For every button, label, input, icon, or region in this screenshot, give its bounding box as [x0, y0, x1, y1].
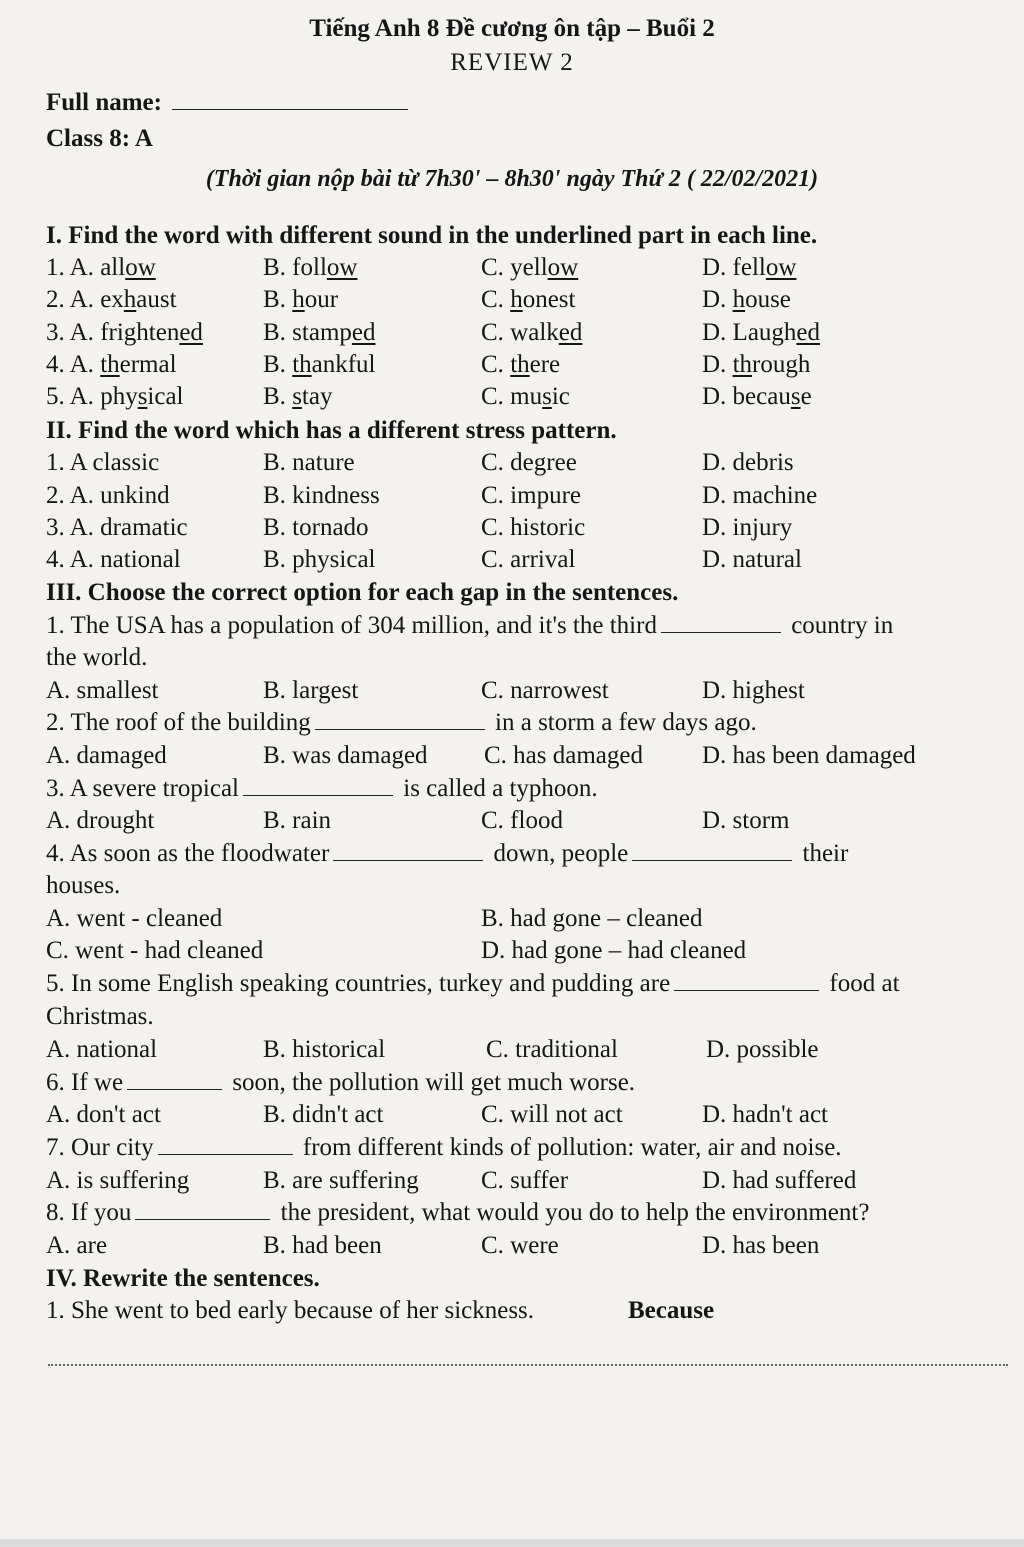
s2-option-c: C. arrival — [481, 546, 576, 573]
s3-q6-option-a: A. don't act — [46, 1101, 161, 1128]
s3-q1-option-b: B. largest — [263, 677, 359, 704]
s2-option-d: D. debris — [702, 449, 794, 476]
s3-q4-text: 4. As soon as the floodwater down, people their — [46, 840, 849, 867]
s3-q2-text: 2. The roof of the building in a storm a few days ago. — [46, 709, 757, 736]
answer-dotted-line — [48, 1364, 1008, 1366]
section3-title: III. Choose the correct option for each gap in the sentences. — [46, 579, 679, 606]
s3-q8-option-a: A. are — [46, 1232, 108, 1259]
s3-q3-option-a: A. drought — [46, 807, 155, 834]
s1-option-b: B. stay — [263, 383, 333, 410]
s2-option-a: 1. A classic — [46, 449, 160, 476]
full-name-blank — [172, 91, 408, 110]
s2-option-b: B. tornado — [263, 514, 369, 541]
s3-q4-option-a: A. went - cleaned — [46, 905, 223, 932]
s2-option-d: D. natural — [702, 546, 802, 573]
s3-q6-option-c: C. will not act — [481, 1101, 623, 1128]
s3-q1-option-c: C. narrowest — [481, 677, 609, 704]
answer-blank — [158, 1136, 293, 1155]
s3-q1-text: 1. The USA has a population of 304 million, and it's the third country in — [46, 612, 894, 639]
s3-q7-option-c: C. suffer — [481, 1167, 569, 1194]
full-name-row — [46, 88, 412, 118]
answer-blank — [243, 777, 393, 796]
section1-title: I. Find the word with different sound in the underlined part in each line. — [46, 222, 818, 249]
s3-q3-option-c: C. flood — [481, 807, 563, 834]
worksheet-subtitle: REVIEW 2 — [450, 49, 574, 76]
s3-q1-option-a: A. smallest — [46, 677, 159, 704]
s1-row-2 — [46, 285, 177, 315]
answer-blank — [315, 711, 485, 730]
answer-blank — [127, 1071, 222, 1090]
s3-q7-text: 7. Our city from different kinds of pollution: water, air and noise. — [46, 1134, 842, 1161]
s2-option-b: B. nature — [263, 449, 355, 476]
s1-option-c: C. music — [481, 383, 570, 410]
s1-row-number: 1. A. — [46, 254, 94, 281]
s3-q8-option-b: B. had been — [263, 1232, 382, 1259]
s4-q1-text: 1. She went to bed early because of her sickness. — [46, 1297, 535, 1324]
s3-q5-option-c: C. traditional — [486, 1036, 618, 1063]
s2-option-a: 4. A. national — [46, 546, 181, 573]
s2-option-d: D. machine — [702, 482, 818, 509]
s1-row-number: 5. A. — [46, 383, 94, 410]
full-name-label: Full name: — [46, 89, 162, 116]
class-label: Class 8: A — [46, 125, 153, 152]
s3-q4-option-c: C. went - had cleaned — [46, 937, 264, 964]
s3-q2-option-b: B. was damaged — [263, 742, 428, 769]
s1-option-d: D. house — [702, 286, 791, 313]
s1-option-a: physical — [100, 383, 184, 410]
answer-blank — [632, 842, 792, 861]
s1-option-b: B. follow — [263, 254, 358, 281]
s1-option-a: frightened — [100, 319, 203, 346]
s3-q4-option-b: B. had gone – cleaned — [481, 905, 703, 932]
s1-option-d: D. fellow — [702, 254, 797, 281]
s1-option-c: C. walked — [481, 319, 583, 346]
s3-q6-option-b: B. didn't act — [263, 1101, 384, 1128]
worksheet-title: Tiếng Anh 8 Đề cương ôn tập – Buổi 2 — [309, 15, 715, 42]
s3-q5-option-b: B. historical — [263, 1036, 386, 1063]
section4-title: IV. Rewrite the sentences. — [46, 1265, 320, 1292]
s3-q5-option-d: D. possible — [706, 1036, 819, 1063]
answer-blank — [135, 1201, 270, 1220]
s3-q7-option-a: A. is suffering — [46, 1167, 190, 1194]
s3-q5-text: 5. In some English speaking countries, turkey and pudding are food at — [46, 970, 900, 997]
s3-q7-option-d: D. had suffered — [702, 1167, 857, 1194]
section2-title: II. Find the word which has a different stress pattern. — [46, 417, 617, 444]
s1-row-4 — [46, 350, 177, 380]
s1-row-1 — [46, 253, 156, 283]
s2-option-b: B. physical — [263, 546, 376, 573]
s2-option-c: C. degree — [481, 449, 577, 476]
s3-q6-text: 6. If we soon, the pollution will get much worse. — [46, 1069, 636, 1096]
answer-blank — [333, 842, 483, 861]
s1-option-b: B. thankful — [263, 351, 376, 378]
s3-q8-option-d: D. has been — [702, 1232, 820, 1259]
s3-q5-text-cont: Christmas. — [46, 1003, 154, 1030]
s1-option-d: D. Laughed — [702, 319, 821, 346]
s2-option-d: D. injury — [702, 514, 793, 541]
s1-option-b: B. hour — [263, 286, 339, 313]
s1-option-a: thermal — [100, 351, 177, 378]
s1-row-number: 4. A. — [46, 351, 94, 378]
s1-option-b: B. stamped — [263, 319, 376, 346]
s1-option-c: C. honest — [481, 286, 576, 313]
s3-q8-option-c: C. were — [481, 1232, 559, 1259]
s1-row-number: 2. A. — [46, 286, 94, 313]
s1-option-c: C. yellow — [481, 254, 579, 281]
s3-q2-option-a: A. damaged — [46, 742, 167, 769]
s3-q3-option-d: D. storm — [702, 807, 790, 834]
s1-row-5 — [46, 382, 184, 412]
s2-option-c: C. historic — [481, 514, 586, 541]
s3-q3-text: 3. A severe tropical is called a typhoon. — [46, 775, 598, 802]
s3-q2-option-c: C. has damaged — [484, 742, 643, 769]
s1-option-c: C. there — [481, 351, 561, 378]
s3-q4-option-d: D. had gone – had cleaned — [481, 937, 747, 964]
answer-blank — [661, 614, 781, 633]
s3-q7-option-b: B. are suffering — [263, 1167, 419, 1194]
s2-option-a: 3. A. dramatic — [46, 514, 188, 541]
s1-row-3 — [46, 318, 203, 348]
s3-q3-option-b: B. rain — [263, 807, 332, 834]
s3-q4-text-cont: houses. — [46, 872, 121, 899]
s3-q6-option-d: D. hadn't act — [702, 1101, 828, 1128]
s3-q5-option-a: A. national — [46, 1036, 158, 1063]
bottom-edge — [0, 1539, 1024, 1547]
s2-option-b: B. kindness — [263, 482, 380, 509]
s1-option-d: D. because — [702, 383, 812, 410]
s1-option-a: allow — [100, 254, 156, 281]
time-note: (Thời gian nộp bài từ 7h30' – 8h30' ngày Thứ 2 ( 22/02/2021) — [205, 166, 819, 192]
s3-q8-text: 8. If you the president, what would you do to help the environment? — [46, 1199, 870, 1226]
s1-option-a: exhaust — [100, 286, 177, 313]
answer-blank — [674, 972, 819, 991]
s1-option-d: D. through — [702, 351, 811, 378]
s3-q1-option-d: D. highest — [702, 677, 805, 704]
s3-q2-option-d: D. has been damaged — [702, 742, 916, 769]
s2-option-c: C. impure — [481, 482, 581, 509]
s1-row-number: 3. A. — [46, 319, 94, 346]
s4-q1-start: Because — [628, 1297, 715, 1324]
s2-option-a: 2. A. unkind — [46, 482, 170, 509]
s3-q1-text-cont: the world. — [46, 644, 148, 671]
